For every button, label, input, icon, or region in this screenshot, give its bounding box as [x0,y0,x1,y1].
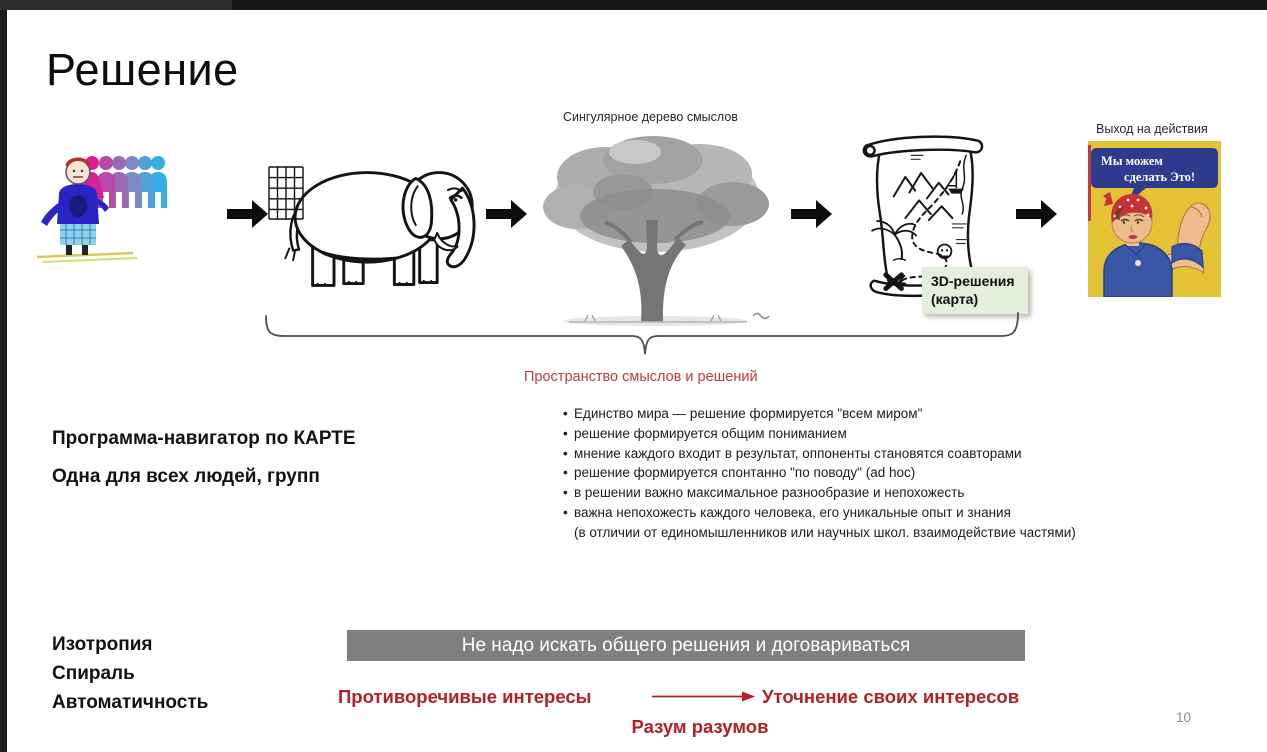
map-tag-line2: (карта) [931,291,979,307]
principle-isotropy: Изотропия [52,634,153,655]
curly-brace [260,308,1025,365]
list-item: (в отличии от единомышленников или научных школ. взаимодействие частями) [574,524,1076,540]
red-flow-left: Противоречивые интересы [338,686,592,707]
left-chrome-strip [0,10,7,752]
map-tag [922,267,1028,314]
top-chrome-bar-left-segment [0,0,232,10]
crowd-image [33,148,175,275]
list-item: • решение формируется общим пониманием [563,425,847,441]
bullet-list [563,404,1153,543]
clipped-red-text-fragment [600,746,820,752]
brace-caption: Пространство смыслов и решений [524,369,758,385]
semantic-tree-image [535,122,775,332]
page-title: Решение [46,44,239,95]
poster-text-line2: сделать Это! [1124,170,1196,184]
principle-spiral: Спираль [52,663,135,684]
navigator-line2: Одна для всех людей, групп [52,466,320,487]
red-arrow-icon [650,690,756,708]
list-item: • важна непохожесть каждого человека, его уникальные опыт и знания [563,504,1011,520]
red-flow-right: Уточнение своих интересов [762,686,1020,707]
flow-arrow-icon [486,199,528,234]
flow-arrow-icon [791,199,833,234]
tree-caption: Сингулярное дерево смыслов [563,110,738,124]
list-item: • Единство мира — решение формируется "всем миром" [563,406,923,421]
we-can-do-it-poster [1088,141,1221,302]
list-item: • в решении важно максимальное разнообразие и непохожесть [563,485,965,501]
flow-arrow-icon [1016,199,1058,234]
poster-text-line1: Мы можем [1101,154,1163,168]
navigator-line1: Программа-навигатор по КАРТЕ [52,428,356,449]
map-tag-line1: 3D-решения [931,273,1015,289]
list-item: • решение формируется спонтанно "по поводу" (ad hoc) [563,465,916,481]
list-item: • мнение каждого входит в результат, оппоненты становятся соавторами [563,445,1022,461]
banner: Не надо искать общего решения и договариваться [347,630,1025,661]
grid-overlay-icon [268,166,304,225]
principle-automaticity: Автоматичность [52,692,209,713]
page-number: 10 [1176,710,1192,725]
red-flow-center: Разум разумов [631,716,769,737]
actions-caption: Выход на действия [1096,122,1208,136]
